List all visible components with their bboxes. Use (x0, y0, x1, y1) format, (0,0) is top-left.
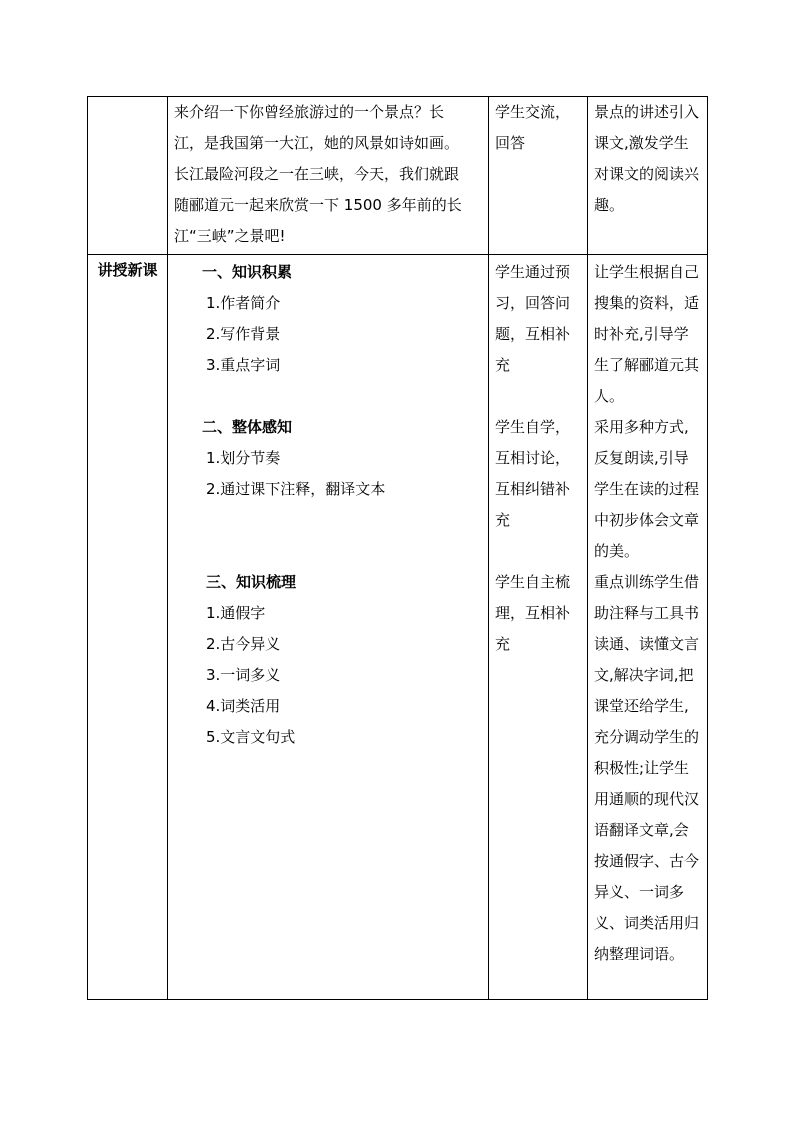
teaching-content-cell (168, 255, 489, 1000)
student-activity: 学生自学，互相讨论，互相纠错补充 (495, 418, 571, 529)
section-item: 3.重点字词 (206, 356, 281, 374)
empty-label-cell (88, 97, 168, 255)
student-activity: 学生自主梳理，互相补充 (495, 573, 571, 653)
design-purpose-cell (588, 255, 708, 1000)
section-item: 2.通过课下注释，翻译文本 (206, 480, 386, 498)
design-purpose: 重点训练学生借助注释与工具书读通、读懂文言文,解决字词,把课堂还给学生,充分调动学生的积极性;让学生用通顺的现代汉语翻译文章,会按通假字、古今异义、一词多义、词类活用归纳整理词语。 (594, 573, 700, 963)
lesson-plan-table (87, 96, 708, 1000)
section-item: 1.通假字 (206, 604, 266, 622)
intro-line: 随郦道元一起来欣赏一下 1500 多年前的长 (174, 196, 462, 214)
intro-line: 江，是我国第一大江，她的风景如诗如画。 (174, 134, 460, 152)
design-purpose: 让学生根据自己搜集的资料，适时补充,引导学生了解郦道元其人。 (594, 263, 700, 405)
section-title: 三、知识梳理 (206, 573, 297, 591)
section-item: 3.一词多义 (206, 666, 281, 684)
section-knowledge-accumulation (174, 257, 482, 412)
design-purpose: 景点的讲述引入课文,激发学生对课文的阅读兴趣。 (594, 103, 700, 214)
student-activity-cell (489, 255, 588, 1000)
section-knowledge-review (174, 567, 482, 753)
section-item: 2.古今异义 (206, 635, 281, 653)
section-item: 5.文言文句式 (206, 728, 296, 746)
section-item: 1.作者简介 (206, 294, 281, 312)
design-purpose: 采用多种方式,反复朗读,引导学生在读的过程中初步体会文章的美。 (594, 418, 700, 560)
intro-content-cell (168, 97, 489, 255)
intro-student-cell (489, 97, 588, 255)
intro-row (88, 97, 708, 255)
student-activity: 学生交流，回答 (495, 103, 571, 152)
intro-line: 江“三峡”之景吧! (174, 227, 286, 245)
section-label: 讲授新课 (88, 255, 168, 1000)
section-title: 二、整体感知 (202, 418, 293, 436)
section-overall-perception (174, 412, 482, 567)
section-item: 2.写作背景 (206, 325, 281, 343)
intro-line: 长江最险河段之一在三峡，今天，我们就跟 (174, 165, 460, 183)
new-lesson-row (88, 255, 708, 1000)
section-title: 一、知识积累 (202, 263, 293, 281)
section-item: 1.划分节奏 (206, 449, 281, 467)
intro-line: 来介绍一下你曾经旅游过的一个景点？长 (174, 103, 445, 121)
section-item: 4.词类活用 (206, 697, 281, 715)
student-activity: 学生通过预习，回答问题，互相补充 (495, 263, 571, 374)
intro-purpose-cell (588, 97, 708, 255)
